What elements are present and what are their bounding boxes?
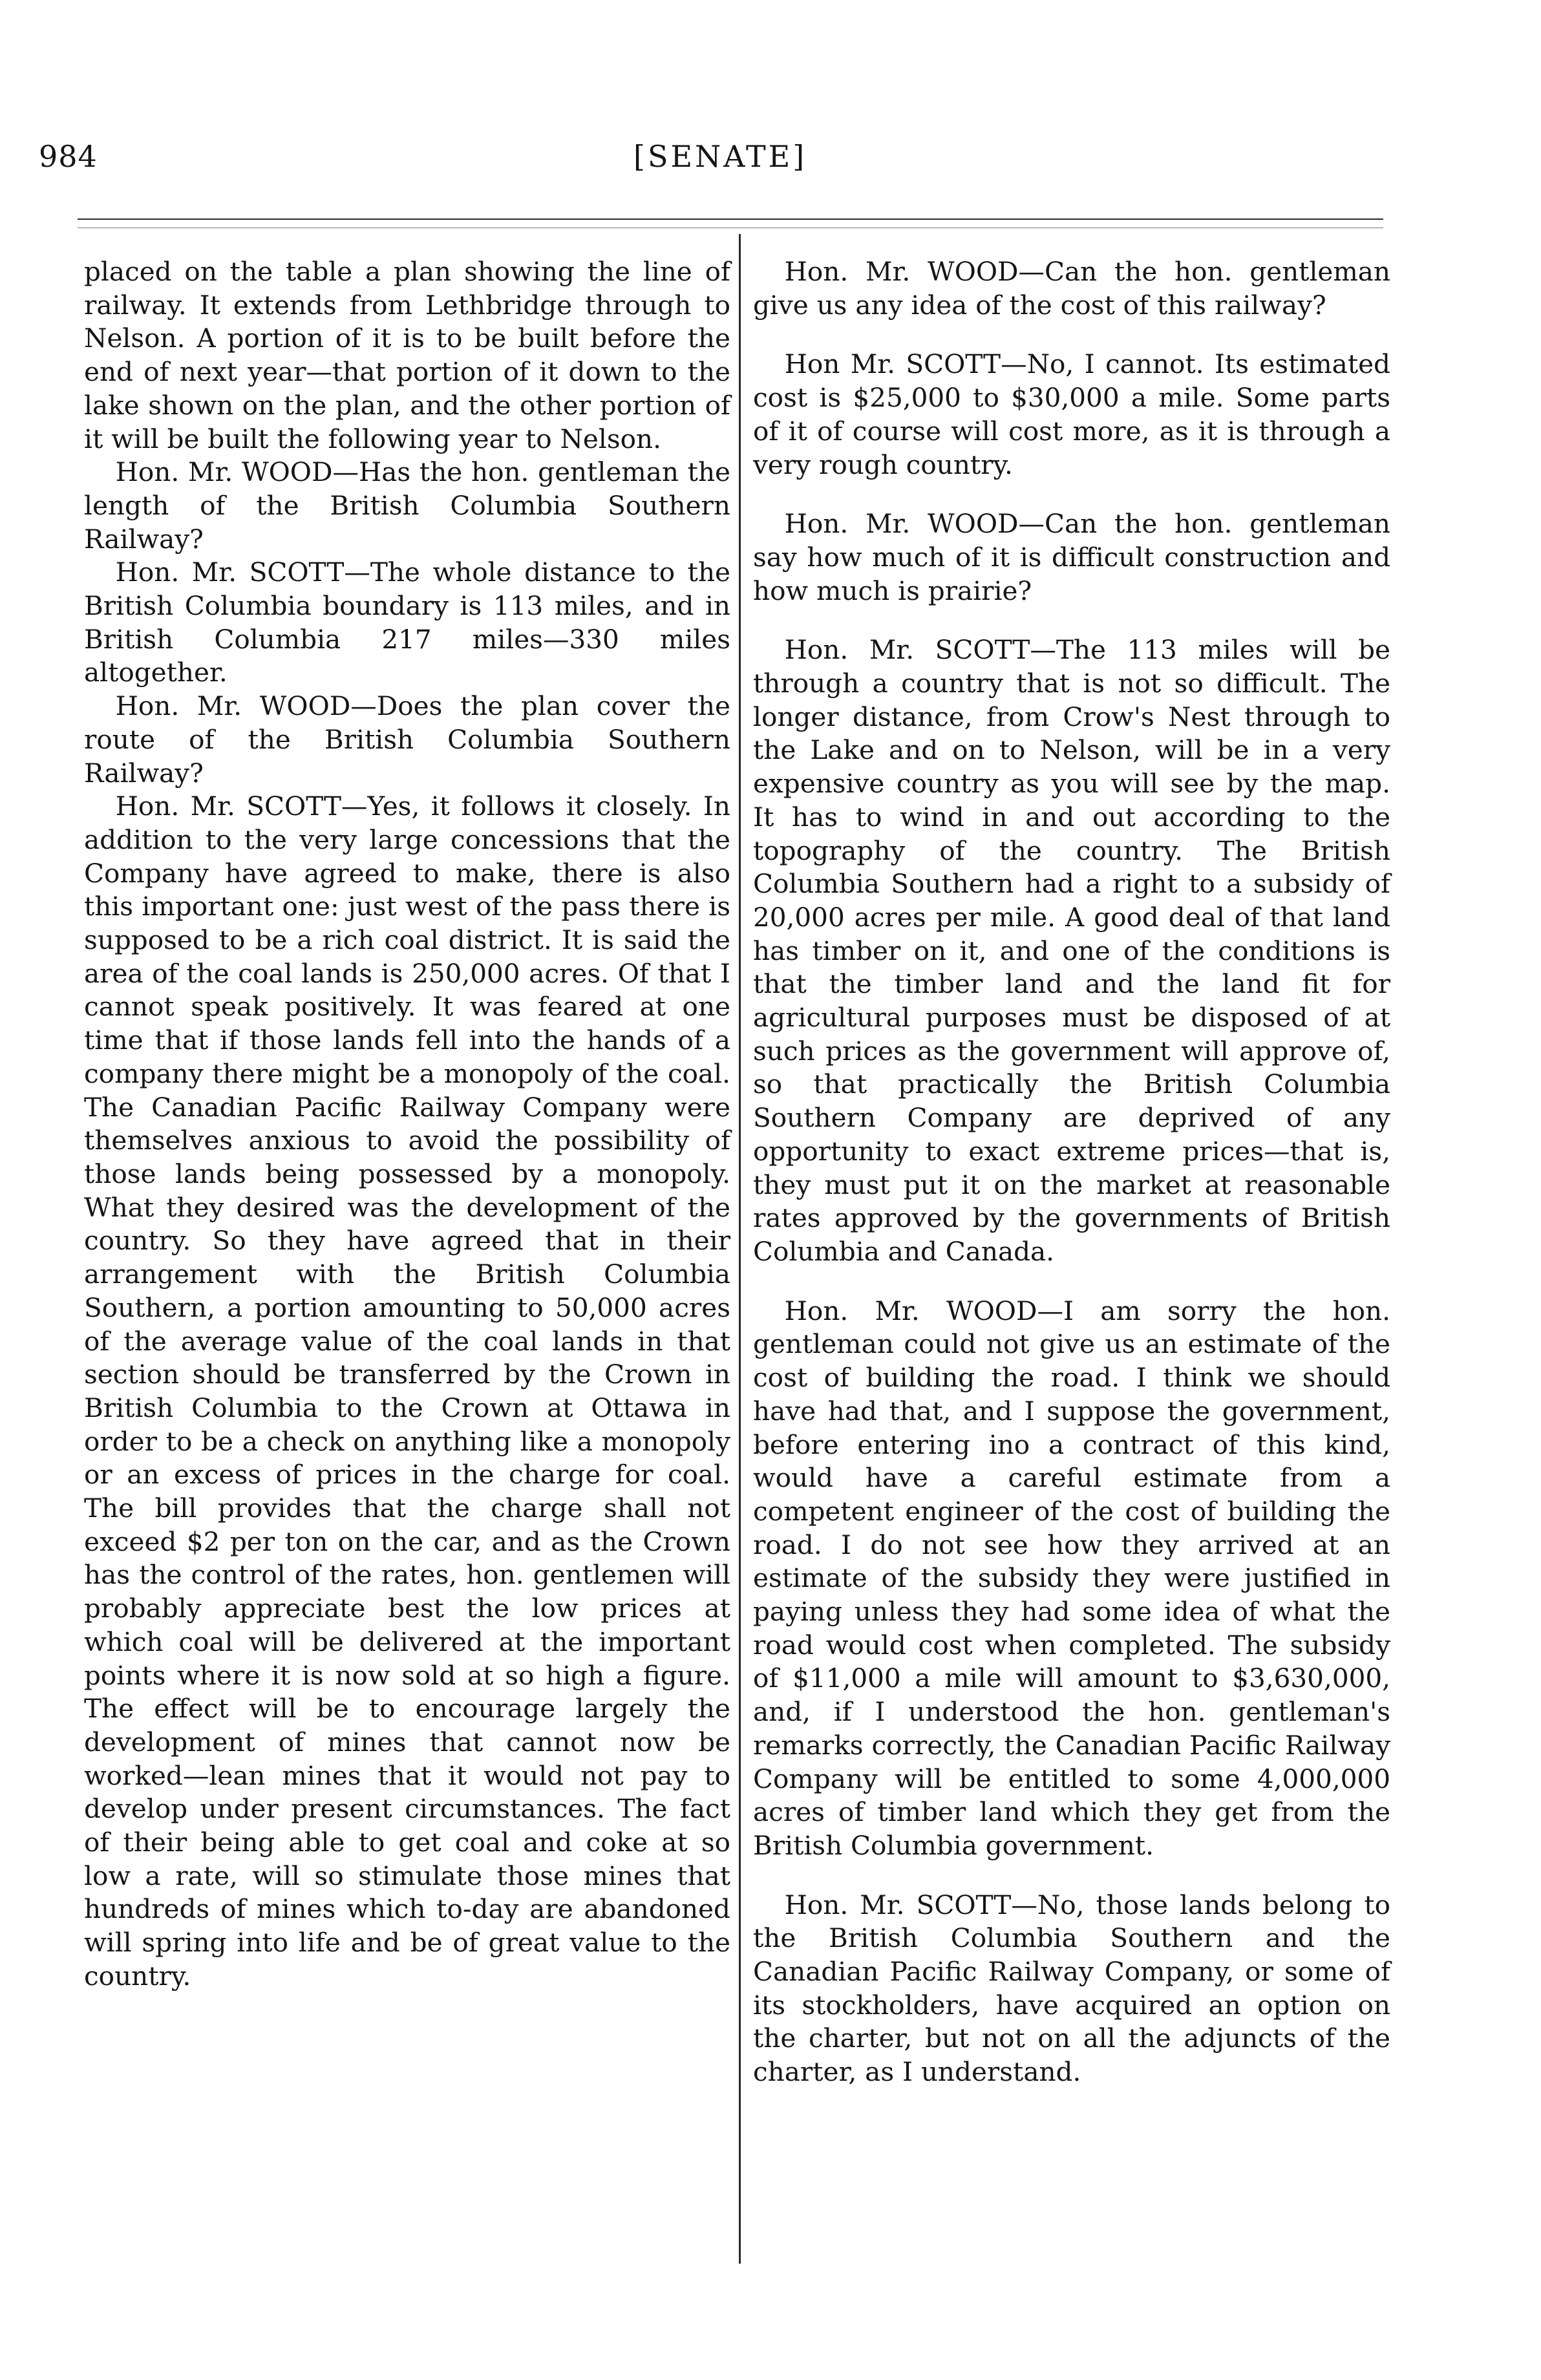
paragraph: Hon. Mr. SCOTT—Yes, it follows it closely. In addition to the very large concessions that the Company have agreed to make, there is also this important one: just west of the pass there is supposed to be a rich coal district. It is said the area of the coal lands is 250,000 acres. Of that I cannot speak positively. It was feared at one time that if those lands fell into the hands of a company there might be a monopoly of the coal. The Canadian Pacific Railway Company were themselves anxious to avoid the possibility of those lands being possessed by a monopoly. What they desired was the development of the country. So they have agreed that in their arrangement with the British Columbia Southern, a portion amounting to 50,000 acres of the average value of the coal lands in that section should be transferred by the Crown in British Columbia to the Crown at Ottawa in order to be a check on anything like a monopoly or an excess of prices in the charge for coal. The bill provides that the charge shall not exceed $2 per ton on the car, and as the Crown has the control of the rates, hon. gentlemen will probably appreciate best the low prices at which coal will be delivered at the important points where it is now sold at so high a figure. The effect will be to encourage largely the development of mines that cannot now be worked—lean mines that it would not pay to develop under present circumstances. The fact of their being able to get coal and coke at so low a rate, will so stimulate those mines that hundreds of mines which to-day are abandoned will spring into life and be of great value to the country.	[84, 791, 730, 1992]
column-divider	[739, 234, 741, 2264]
paragraph: Hon Mr. SCOTT—No, I cannot. Its estimated cost is $25,000 to $30,000 a mile. Some parts of it of course will cost more, as it is through a very rough country.	[753, 348, 1390, 480]
paragraph: Hon. Mr. WOOD—I am sorry the hon. gentleman could not give us an estimate of the cost of building the road. I think we should have had that, and I suppose the government, before entering ino a contract of this kind, would have a careful estimate from a competent engineer of the cost of building the road. I do not see how they arrived at an estimate of the subsidy they were justified in paying unless they had some idea of what the road would cost when completed. The subsidy of $11,000 a mile will amount to $3,630,000, and, if I understood the hon. gentleman's remarks correctly, the Canadian Pacific Railway Company will be entitled to some 4,000,000 acres of timber land which they get from the British Columbia government.	[753, 1295, 1390, 1861]
paragraph: Hon. Mr. WOOD—Does the plan cover the route of the British Columbia Southern Railway?	[84, 690, 730, 789]
paragraph: Hon. Mr. SCOTT—No, those lands belong to the British Columbia Southern and the Canadian Pacific Railway Company, or some of its stockholders, have acquired an option on the charter, but not on all the adjuncts of the charter, as I understand.	[753, 1889, 1390, 2088]
running-head: [SENATE]	[633, 139, 807, 174]
paragraph: Hon. Mr. SCOTT—The 113 miles will be through a country that is not so difficult. The longer distance, from Crow's Nest through to the Lake and on to Nelson, will be in a very expensive country as you will see by the map. It has to wind in and out according to the topography of the country. The British Columbia Southern had a right to a subsidy of 20,000 acres per mile. A good deal of that land has timber on it, and one of the conditions is that the timber land and the land fit for agricultural purposes must be disposed of at such prices as the government will approve of, so that practically the British Columbia Southern Company are deprived of any opportunity to exact extreme prices—that is, they must put it on the market at reasonable rates approved by the governments of British Columbia and Canada.	[753, 634, 1390, 1267]
paragraph: Hon. Mr. WOOD—Has the hon. gentleman the length of the British Columbia Southern Railway?	[84, 456, 730, 555]
left-column	[84, 255, 730, 1993]
paragraph: Hon. Mr. SCOTT—The whole distance to the British Columbia boundary is 113 miles, and in British Columbia 217 miles—330 miles altogether.	[84, 557, 730, 688]
page-number: 984	[39, 139, 98, 174]
paragraph: Hon. Mr. WOOD—Can the hon. gentleman say how much of it is difficult construction and how much is prairie?	[753, 508, 1390, 606]
paragraph: placed on the table a plan showing the line of railway. It extends from Lethbridge through to Nelson. A portion of it is to be built before the end of next year—that portion of it down to the lake shown on the plan, and the other portion of it will be built the following year to Nelson.	[84, 256, 730, 454]
right-column	[753, 255, 1390, 2089]
header-rule	[78, 218, 1383, 220]
paragraph: Hon. Mr. WOOD—Can the hon. gentleman give us any idea of the cost of this railway?	[753, 256, 1390, 321]
